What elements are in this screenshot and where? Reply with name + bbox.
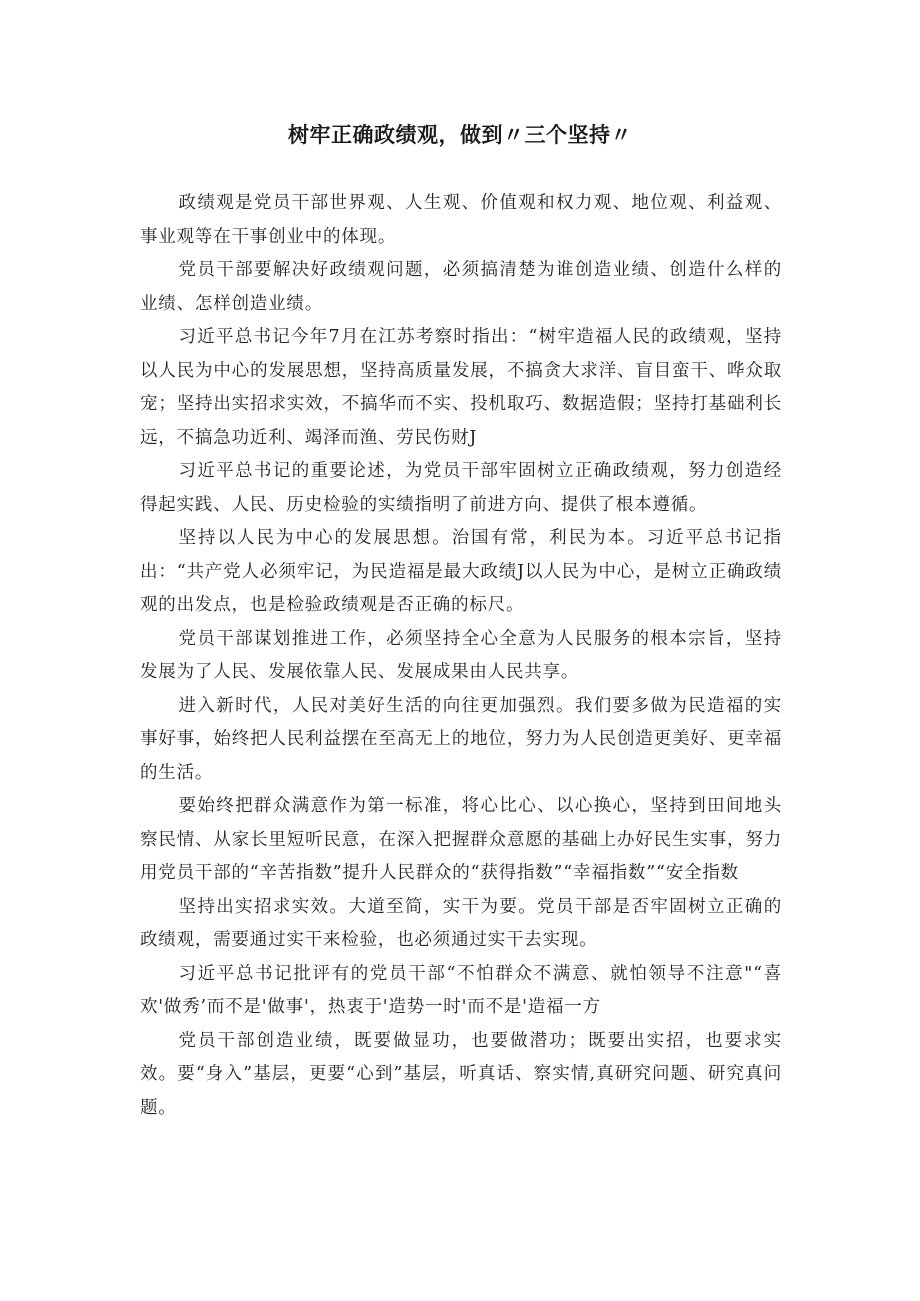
paragraph: 坚持出实招求实效。大道至简，实干为要。党员干部是否牢固树立正确的政绩观，需要通过实干来检验，也必须通过实干去实现。	[140, 896, 782, 950]
document-body	[140, 187, 782, 1125]
paragraph: 习近平总书记批评有的党员干部“不怕群众不满意、就怕领导不注意"“喜欢'做秀’而不是'做事'，热衷于'造势一时'而不是'造福一方	[140, 963, 782, 1017]
paragraph: 进入新时代，人民对美好生活的向往更加强烈。我们要多做为民造福的实事好事，始终把人民利益摆在至高无上的地位，努力为人民创造更美好、更幸福的生活。	[140, 695, 782, 783]
document-title: 树牢正确政绩观，做到〃三个坚持〃	[288, 123, 632, 147]
paragraph: 党员干部要解决好政绩观问题，必须搞清楚为谁创造业绩、创造什么样的业绩、怎样创造业绩。	[140, 260, 782, 314]
paragraph: 政绩观是党员干部世界观、人生观、价值观和权力观、地位观、利益观、事业观等在干事创业中的体现。	[140, 193, 782, 247]
paragraph: 要始终把群众满意作为第一标准，将心比心、以心换心，坚持到田间地头察民情、从家长里短听民意，在深入把握群众意愿的基础上办好民生实事，努力用党员干部的“辛苦指数”提升人民群众的“获得指数”“幸福指数”“安全指数	[140, 796, 782, 883]
paragraph: 党员干部谋划推进工作，必须坚持全心全意为人民服务的根本宗旨，坚持发展为了人民、发展依靠人民、发展成果由人民共享。	[140, 628, 782, 682]
paragraph: 习近平总书记今年7月在江苏考察时指出：“树牢造福人民的政绩观，坚持以人民为中心的发展思想，坚持高质量发展，不搞贪大求洋、盲目蛮干、哗众取宠；坚持出实招求实效，不搞华而不实、投机取巧、数据造假；坚持打基础利长远，不搞急功近利、竭泽而渔、劳民伤财J	[140, 327, 782, 448]
paragraph: 坚持以人民为中心的发展思想。治国有常，利民为本。习近平总书记指出：“共产党人必须牢记，为民造福是最大政绩J以人民为中心，是树立正确政绩观的出发点，也是检验政绩观是否正确的标尺。	[140, 528, 782, 615]
paragraph: 党员干部创造业绩，既要做显功，也要做潜功；既要出实招，也要求实效。要“身入”基层，更要“心到”基层，听真话、察实情,真研究问题、研究真问题。	[140, 1030, 782, 1118]
paragraph: 习近平总书记的重要论述，为党员干部牢固树立正确政绩观，努力创造经得起实践、人民、历史检验的实绩指明了前进方向、提供了根本遵循。	[140, 461, 782, 515]
